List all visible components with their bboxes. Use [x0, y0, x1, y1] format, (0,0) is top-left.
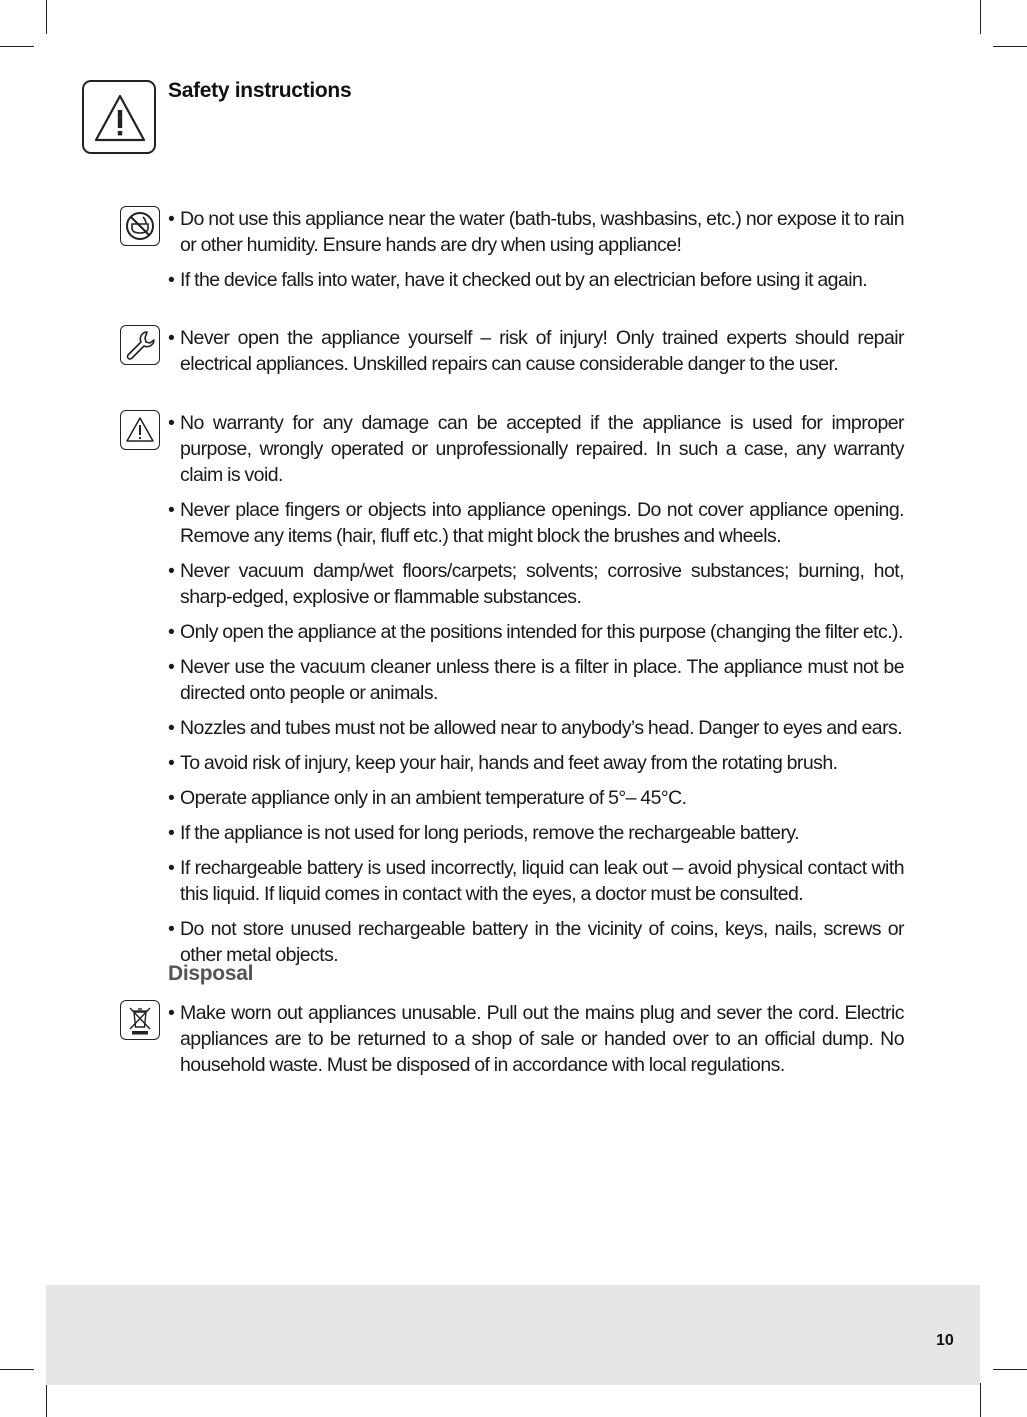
crop-mark	[0, 1369, 34, 1370]
list-item: • Nozzles and tubes must not be allowed near to anybody’s head. Danger to eyes and ears.	[168, 717, 903, 739]
general-safety-list	[168, 410, 904, 977]
list-item: • If the appliance is not used for long periods, remove the rechargeable battery.	[168, 822, 800, 844]
bullet: •	[168, 327, 175, 349]
water-safety-list	[168, 206, 904, 302]
crop-mark	[46, 0, 47, 34]
list-item: • Do not store unused rechargeable battery in the vicinity of coins, keys, nails, screws or other metal objects.	[168, 918, 904, 966]
crop-mark	[46, 1383, 47, 1417]
bullet: •	[168, 656, 175, 678]
list-item: • Only open the appliance at the positions intended for this purpose (changing the filter etc.).	[168, 621, 903, 643]
list-item: • Do not use this appliance near the water (bath-tubs, washbasins, etc.) nor expose it to rain or other humidity. Ensure hands are dry when using appliance!	[168, 208, 904, 256]
page-number: 10	[936, 1332, 954, 1349]
bullet: •	[168, 208, 175, 230]
footer-band	[46, 1285, 980, 1385]
list-item: • No warranty for any damage can be accepted if the appliance is used for improper purpose, wrongly operated or unprofessionally repaired. In such a case, any warranty claim is void.	[168, 412, 904, 486]
list-item: • Never place fingers or objects into appliance openings. Do not cover appliance opening. Remove any items (hair, fluff etc.) that might block the brushes and wheels.	[168, 499, 904, 547]
crop-mark	[980, 0, 981, 34]
list-item: • If rechargeable battery is used incorrectly, liquid can leak out – avoid physical contact with this liquid. If liquid comes in contact with the eyes, a doctor must be consulted.	[168, 857, 904, 905]
wrench-icon	[120, 325, 160, 365]
warning-triangle-icon	[120, 410, 160, 450]
bullet: •	[168, 857, 175, 879]
bullet: •	[168, 1002, 175, 1024]
disposal-list	[168, 1000, 904, 1087]
list-item: • To avoid risk of injury, keep your hair, hands and feet away from the rotating brush.	[168, 752, 838, 774]
bullet: •	[168, 752, 175, 774]
crop-mark	[980, 1383, 981, 1417]
bullet: •	[168, 822, 175, 844]
page-title: Safety instructions	[168, 79, 352, 102]
list-item: • Never use the vacuum cleaner unless there is a filter in place. The appliance must not be directed onto people or animals.	[168, 656, 904, 704]
list-item: • Make worn out appliances unusable. Pull out the mains plug and sever the cord. Electric appliances are to be returned to a shop of sale or handed over to an official dump. No household waste. Must be disposed of in accordance with local regulations.	[168, 1002, 904, 1076]
bullet: •	[168, 787, 175, 809]
no-water-icon	[120, 206, 160, 246]
bullet: •	[168, 918, 175, 940]
bullet: •	[168, 499, 175, 521]
bullet: •	[168, 621, 175, 643]
crop-mark	[993, 1369, 1027, 1370]
crop-mark	[993, 46, 1027, 47]
bullet: •	[168, 412, 175, 434]
list-item: • Never open the appliance yourself – risk of injury! Only trained experts should repair electrical appliances. Unskilled repairs can cause considerable danger to the user.	[168, 327, 904, 375]
crop-mark	[0, 46, 34, 47]
list-item: • Never vacuum damp/wet floors/carpets; solvents; corrosive substances; burning, hot, sharp-edged, explosive or flammable substances.	[168, 560, 904, 608]
crossed-bin-icon	[120, 1000, 160, 1040]
disposal-title: Disposal	[168, 962, 254, 985]
bullet: •	[168, 717, 175, 739]
bullet: •	[168, 560, 175, 582]
list-item: • If the device falls into water, have it checked out by an electrician before using it again.	[168, 269, 868, 291]
warning-triangle-icon	[82, 80, 156, 154]
bullet: •	[168, 269, 175, 291]
repair-safety-list	[168, 325, 904, 386]
list-item: • Operate appliance only in an ambient temperature of 5°– 45°C.	[168, 787, 687, 809]
